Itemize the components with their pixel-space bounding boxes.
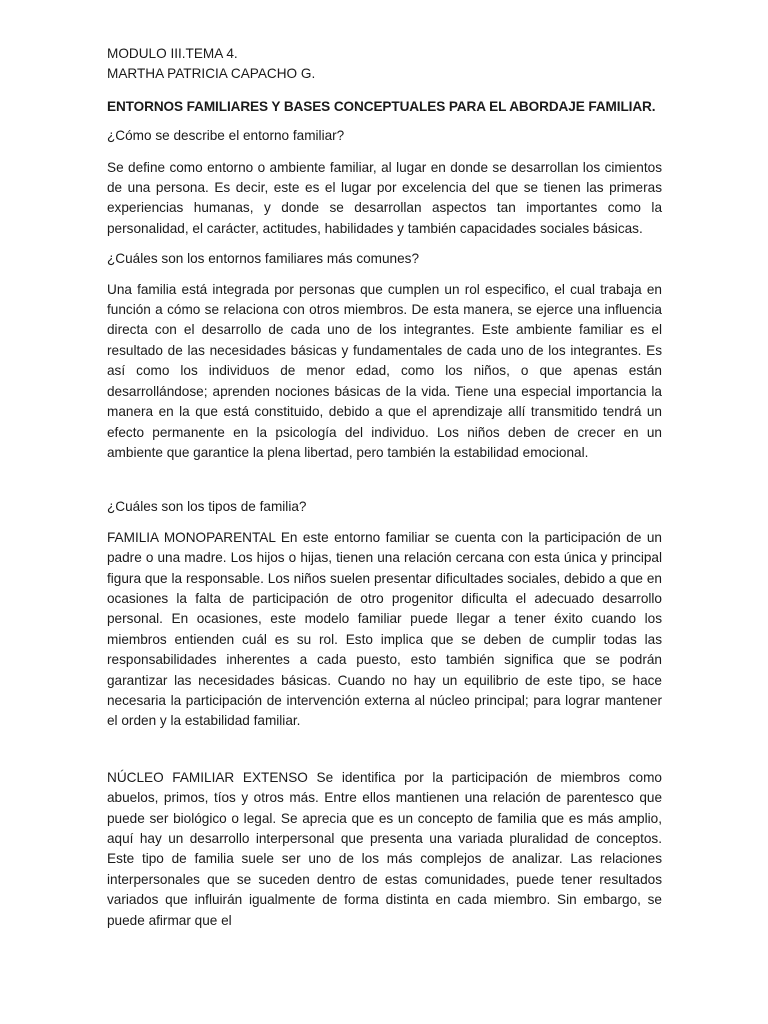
document-page <box>107 44 662 931</box>
document-title: ENTORNOS FAMILIARES Y BASES CONCEPTUALES PARA EL ABORDAJE FAMILIAR. <box>107 98 656 114</box>
module-header: MODULO III.TEMA 4. <box>107 46 238 61</box>
paragraph-nucleo-familiar-extenso: NÚCLEO FAMILIAR EXTENSO Se identifica por la participación de miembros como abuelos, primos, tíos y otros más. Entre ellos mantienen una relación de parentesco que puede ser biológico o legal. Se aprecia que es un concepto de familia que es más amplio, aquí hay un desarrollo interpersonal que presenta una variada pluralidad de conceptos. Este tipo de familia suele ser uno de los más complejos de analizar. Las relaciones interpersonales que se suceden dentro de estas comunidades, puede tener resultados variados que influirán igualmente de forma distinta en cada miembro. Sin embargo, se puede afirmar que el <box>107 769 662 928</box>
paragraph-familia-monoparental: FAMILIA MONOPARENTAL En este entorno familiar se cuenta con la participación de un padre o una madre. Los hijos o hijas, tienen una relación cercana con esta única y principal figura que la responsable. Los niños suelen presentar dificultades sociales, debido a que en ocasiones la falta de participación de otro progenitor dificulta el adecuado desarrollo personal. En ocasiones, este modelo familiar puede llegar a tener éxito cuando los miembros entienden cuál es su rol. Esto implica que se deben de cumplir todas las responsabilidades inherentes a cada puesto, esto también significa que se podrán garantizar las necesidades básicas. Cuando no hay un equilibrio de este tipo, se hace necesaria la participación de intervención externa al núcleo principal; para lograr mantener el orden y la estabilidad familiar. <box>107 529 662 729</box>
paragraph-entornos-comunes: Una familia está integrada por personas que cumplen un rol especifico, el cual trabaja en función a cómo se relaciona con otros miembros. De esta manera, se ejerce una influencia directa con el desarrollo de cada uno de los integrantes. Este ambiente familiar es el resultado de las necesidades básicas y fundamentales de cada uno de los integrantes. Es así como los individuos de menor edad, como los niños, o que apenas están desarrollándose; aprenden nociones básicas de la vida. Tiene una especial importancia la manera en la que está constituido, debido a que el aprendizaje allí transmitido tendrá un efecto permanente en la psicología del individuo. Los niños deben de crecer en un ambiente que garantice la plena libertad, pero también la estabilidad emocional. <box>107 281 662 460</box>
question-tipos-familia: ¿Cuáles son los tipos de familia? <box>107 499 307 515</box>
question-entorno-familiar: ¿Cómo se describe el entorno familiar? <box>107 128 345 144</box>
question-entornos-comunes: ¿Cuáles son los entornos familiares más comunes? <box>107 251 420 267</box>
paragraph-definicion: Se define como entorno o ambiente familiar, al lugar en donde se desarrollan los cimientos de una persona. Es decir, este es el lugar por excelencia del que se tienen las primeras experiencias humanas, y donde se desarrollan aspectos tan importantes como la personalidad, el carácter, actitudes, habilidades y también capacidades sociales básicas. <box>107 159 662 236</box>
author-name: MARTHA PATRICIA CAPACHO G. <box>107 66 316 82</box>
